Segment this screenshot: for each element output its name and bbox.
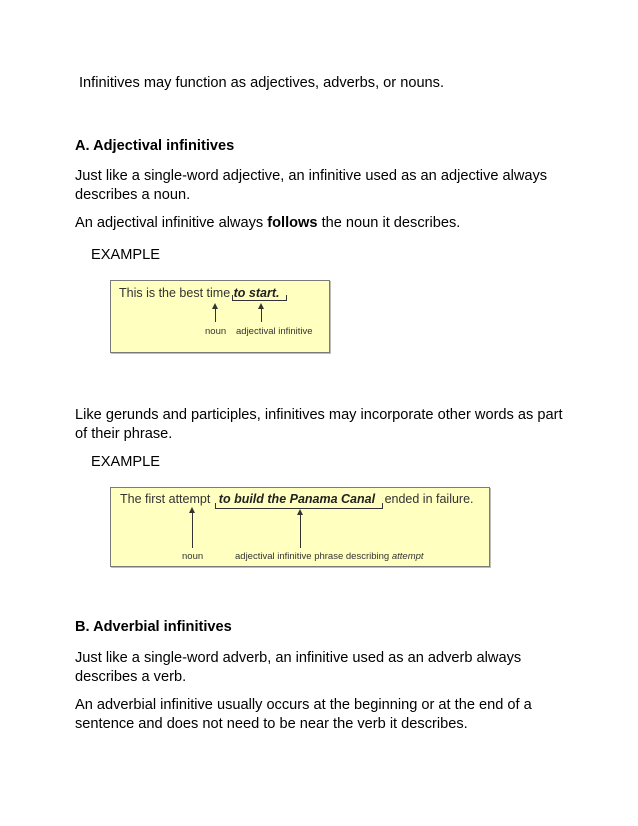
example-2-phrase-label-em: attempt (391, 551, 424, 562)
para2-pre: An adjectival infinitive always (75, 215, 268, 231)
arrow-infinitive-1 (261, 308, 262, 322)
section-b-heading: B. Adverbial infinitives (75, 619, 232, 635)
section-a-para1: Just like a single-word adjective, an infinitive used as an adjective always describes a noun. (75, 168, 548, 203)
example-2-sentence-pre: The first attempt (120, 492, 211, 506)
example-1-noun-label: noun (205, 326, 227, 337)
section-b-para1: Just like a single-word adverb, an infinitive used as an adverb always describes a verb. (75, 650, 522, 685)
example-1-bracket (232, 295, 287, 301)
section-b-para2: An adverbial infinitive usually occurs at the beginning or at the end of a sentence and does not need to be near the verb it describes. (75, 697, 532, 732)
example-1-infinitive: to start. (233, 286, 280, 300)
example-2-infinitive-phrase: to build the Panama Canal (218, 492, 376, 506)
section-a-para3: Like gerunds and participles, infinitives may incorporate other words as part of their phrase. (75, 407, 563, 442)
example-label-1: EXAMPLE (91, 247, 160, 263)
example-2-phrase-label (235, 551, 424, 562)
example-2-sentence-post: ended in failure. (384, 492, 474, 506)
intro-text: Infinitives may function as adjectives, adverbs, or nouns. (79, 75, 445, 91)
para2-bold: follows (267, 215, 318, 231)
section-a-para2 (75, 214, 565, 233)
example-label-2: EXAMPLE (91, 454, 160, 470)
para2-post: the noun it describes. (317, 215, 461, 231)
example-2-phrase-label-pre: adjectival infinitive phrase describing (235, 551, 392, 562)
example-1-infinitive-label: adjectival infinitive (236, 326, 313, 337)
arrow-noun-2 (192, 512, 193, 548)
example-1-sentence-pre: This is the best time (119, 286, 231, 300)
arrow-noun-1 (215, 308, 216, 322)
example-2-box (110, 487, 490, 567)
arrow-phrase-2 (300, 514, 301, 548)
example-1-box (110, 280, 330, 353)
example-2-noun-label: noun (182, 551, 204, 562)
section-a-heading: A. Adjectival infinitives (75, 138, 235, 154)
